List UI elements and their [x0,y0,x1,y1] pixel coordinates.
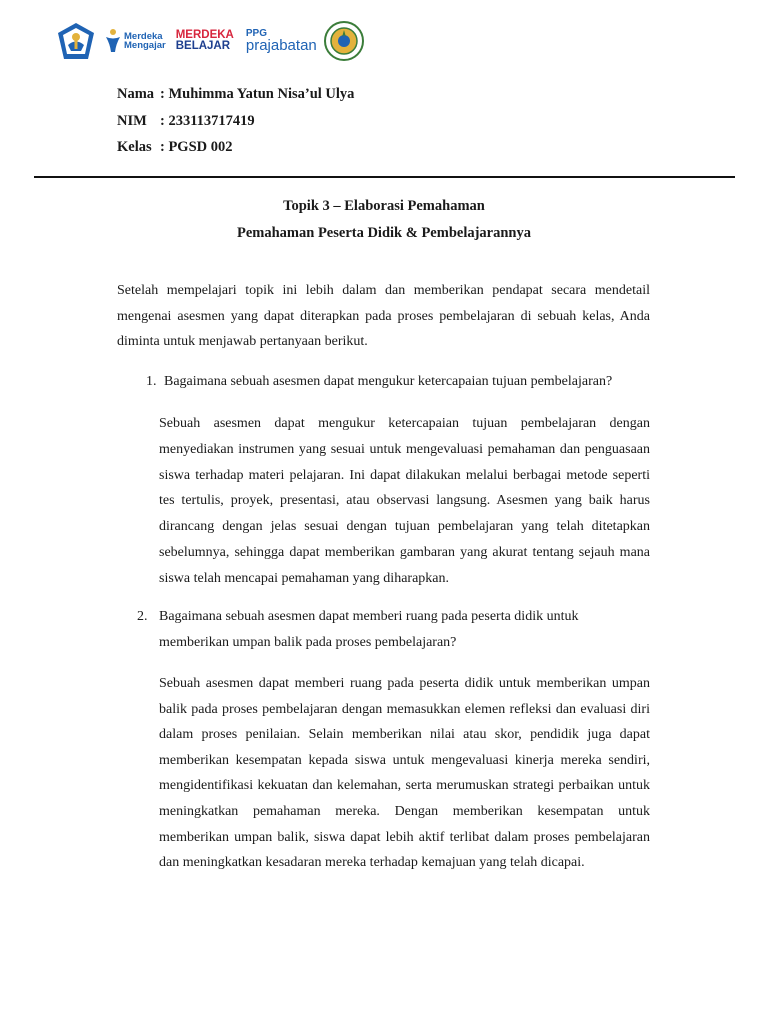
topic-subtitle: Pemahaman Peserta Didik & Pembelajarannya [237,225,531,241]
university-seal-logo [323,20,365,62]
identity-row-kelas [117,139,354,166]
merdeka-mengajar-line1: Merdeka [124,30,163,42]
ppg-line1: PPG [245,28,267,39]
ppg-prajabatan-logo [246,29,317,53]
question-2-text: Bagaimana sebuah asesmen dapat memberi ruang pada peserta didik untuk memberikan umpan balik pada proses pembelajaran? [159,609,579,650]
kelas-label: Kelas [117,139,152,155]
question-1-text: Bagaimana sebuah asesmen dapat mengukur ketercapaian tujuan pembelajaran? [164,374,613,389]
document-titles [0,196,768,250]
header-logos [54,18,371,64]
merdeka-belajar-line2: BELAJAR [175,40,231,52]
identity-row-nama [117,86,354,113]
merdeka-belajar-line1: MERDEKA [175,28,234,41]
nim-label: NIM [117,112,147,129]
nama-value: : Muhimma Yatun Nisa’ul Ulya [160,86,355,102]
merdeka-mengajar-logo [104,28,166,54]
student-identity [117,86,354,166]
topic-title: Topik 3 – Elaborasi Pemahaman [283,198,485,214]
identity-row-nim [117,113,354,140]
ppg-line2: prajabatan [245,37,317,54]
answer-2: Sebuah asesmen dapat memberi ruang pada peserta didik untuk memberikan umpan balik pada proses pembelajaran dengan memasukkan elemen refleksi dan evaluasi diri dalam proses penilaian. Selain memberikan nilai atau skor, pendidik juga dapat memberikan kesempatan kepada siswa untuk mengevaluasi kinerja mereka sendiri, mengidentifikasi kekuatan dan kelemahan, serta merumuskan strategi perbaikan untuk meningkatkan pemahaman mereka. Dengan memberikan kesempatan untuk memberikan umpan balik, siswa dapat lebih aktif terlibat dalam proses pembelajaran dan meningkatkan kesadaran mereka terhadap kemajuan yang telah dicapai. [159,676,650,871]
tut-wuri-handayani-logo [54,21,98,61]
question-2-number: 2. [137,609,148,624]
kelas-value: : PGSD 002 [160,139,233,155]
merdeka-mengajar-line2: Mengajar [124,40,166,51]
answer-1: Sebuah asesmen dapat mengukur ketercapaian tujuan pembelajaran dengan menyediakan instrumen yang sesuai untuk mengevaluasi pemahaman dan penguasaan siswa terhadap materi pelajaran. Ini dapat dilakukan melalui berbagai metode seperti tes tertulis, proyek, presentasi, atau observasi langsung. Asesmen yang baik harus dirancang dengan jelas sesuai dengan tujuan pembelajaran yang telah ditetapkan sebelumnya, sehingga dapat memberikan gambaran yang akurat tentang sejauh mana siswa telah mencapai pemahaman yang diharapkan. [159,416,650,586]
question-1 [146,370,612,394]
question-1-number: 1. [146,374,157,389]
header-divider [34,176,735,178]
nim-value: : 233113717419 [160,112,255,129]
intro-paragraph: Setelah mempelajari topik ini lebih dalam dan memberikan pendapat secara mendetail mengenai asesmen yang dapat diterapkan pada proses pembelajaran di sebuah kelas, Anda diminta untuk menjawab pertanyaan berikut. [117,283,650,350]
merdeka-belajar-logo [176,30,234,53]
question-2 [137,604,650,656]
nama-label: Nama [117,86,155,102]
